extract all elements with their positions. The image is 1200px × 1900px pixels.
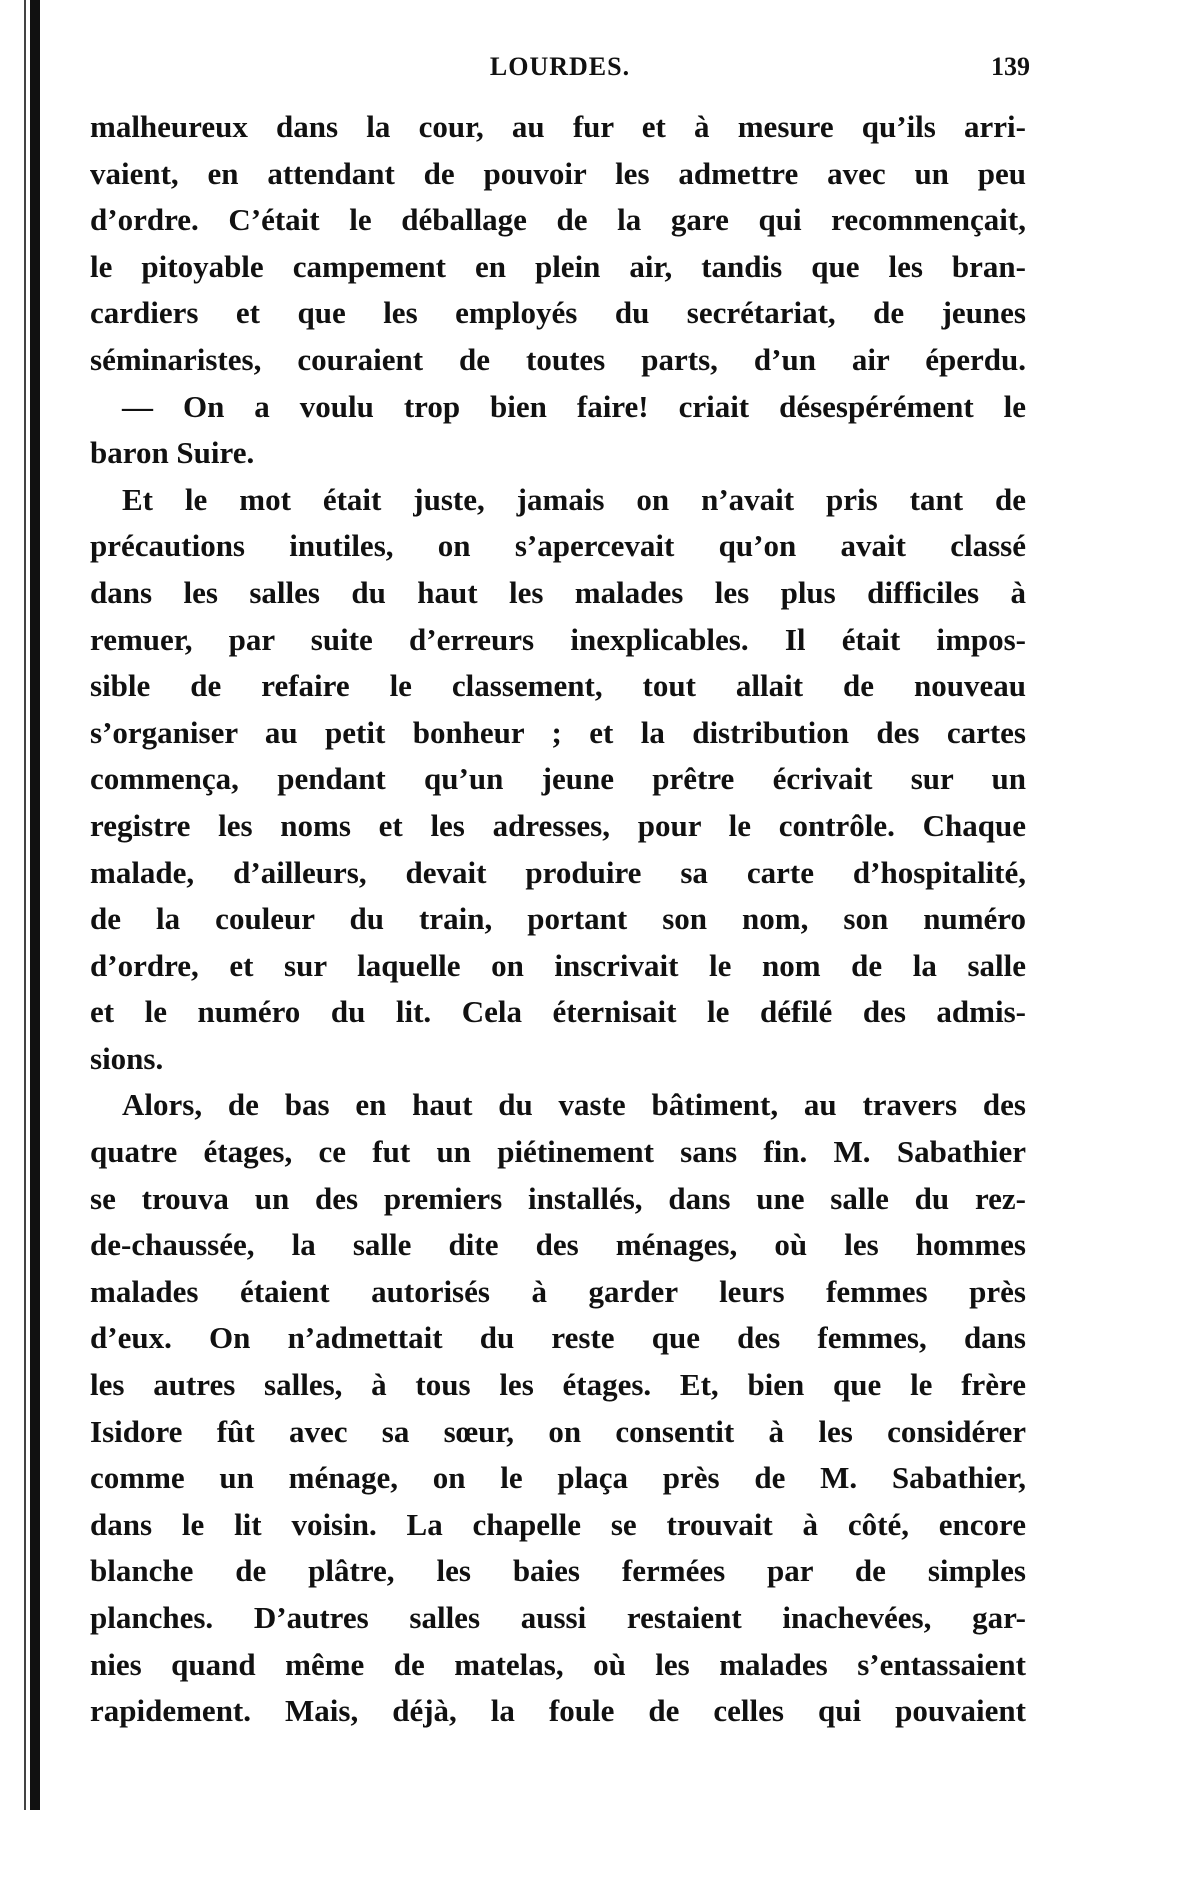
text-line: le pitoyable campement en plein air, tandis que les bran-	[90, 248, 1026, 284]
text-line: sible de refaire le classement, tout allait de nouveau	[90, 668, 1026, 704]
text-line: blanche de plâtre, les baies fermées par de simples	[90, 1553, 1026, 1589]
text-line: malheureux dans la cour, au fur et à mesure qu’ils arri-	[90, 109, 1026, 144]
text-line: vaient, en attendant de pouvoir les admettre avec un peu	[90, 155, 1026, 191]
text-line: remuer, par suite d’erreurs inexplicables. Il était impos-	[90, 621, 1026, 657]
text-line: nies quand même de matelas, où les malades s’entassaient	[90, 1646, 1026, 1682]
text-line: d’ordre, et sur laquelle on inscrivait le nom de la salle	[90, 947, 1026, 983]
page-binding-edge	[24, 0, 26, 1810]
page-header	[90, 52, 1030, 92]
running-title: LOURDES.	[489, 52, 631, 81]
text-line: — On a voulu trop bien faire! criait désespérément le	[122, 388, 1026, 424]
text-line: dans les salles du haut les malades les plus difficiles à	[90, 574, 1026, 610]
text-line: et le numéro du lit. Cela éternisait le défilé des admis-	[90, 994, 1026, 1030]
text-line: sions.	[90, 1040, 164, 1076]
text-line: les autres salles, à tous les étages. Et, bien que le frère	[90, 1367, 1026, 1403]
body-text	[90, 104, 1026, 1735]
text-line: Isidore fût avec sa sœur, on consentit à les considérer	[90, 1413, 1026, 1449]
text-line: rapidement. Mais, déjà, la foule de celles qui pouvaient	[90, 1693, 1026, 1729]
page-number: 139	[991, 52, 1030, 81]
text-line: commença, pendant qu’un jeune prêtre écrivait sur un	[90, 761, 1026, 797]
text-line: dans le lit voisin. La chapelle se trouvait à côté, encore	[90, 1506, 1026, 1542]
text-line: Et le mot était juste, jamais on n’avait pris tant de	[122, 481, 1026, 517]
text-line: Alors, de bas en haut du vaste bâtiment, au travers des	[122, 1087, 1026, 1123]
text-line: planches. D’autres salles aussi restaient inachevées, gar-	[90, 1600, 1026, 1635]
text-line: d’eux. On n’admettait du reste que des femmes, dans	[90, 1320, 1026, 1356]
text-line: malades étaient autorisés à garder leurs femmes près	[90, 1273, 1026, 1309]
text-line: cardiers et que les employés du secrétariat, de jeunes	[90, 295, 1026, 331]
page-binding-shadow	[30, 0, 40, 1810]
text-line: malade, d’ailleurs, devait produire sa carte d’hospitalité,	[90, 854, 1026, 890]
text-line: de-chaussée, la salle dite des ménages, où les hommes	[90, 1227, 1026, 1263]
text-line: baron Suire.	[90, 435, 255, 471]
text-line: comme un ménage, on le plaça près de M. Sabathier,	[90, 1460, 1026, 1496]
text-line: se trouva un des premiers installés, dans une salle du rez-	[90, 1180, 1026, 1216]
text-line: quatre étages, ce fut un piétinement sans fin. M. Sabathier	[90, 1134, 1026, 1170]
text-line: de la couleur du train, portant son nom, son numéro	[90, 901, 1026, 937]
text-line: précautions inutiles, on s’apercevait qu’on avait classé	[90, 528, 1026, 564]
text-line: d’ordre. C’était le déballage de la gare qui recommençait,	[90, 202, 1026, 238]
text-line: séminaristes, couraient de toutes parts, d’un air éperdu.	[90, 341, 1026, 377]
text-line: registre les noms et les adresses, pour le contrôle. Chaque	[90, 807, 1026, 843]
text-line: s’organiser au petit bonheur ; et la distribution des cartes	[90, 714, 1026, 750]
